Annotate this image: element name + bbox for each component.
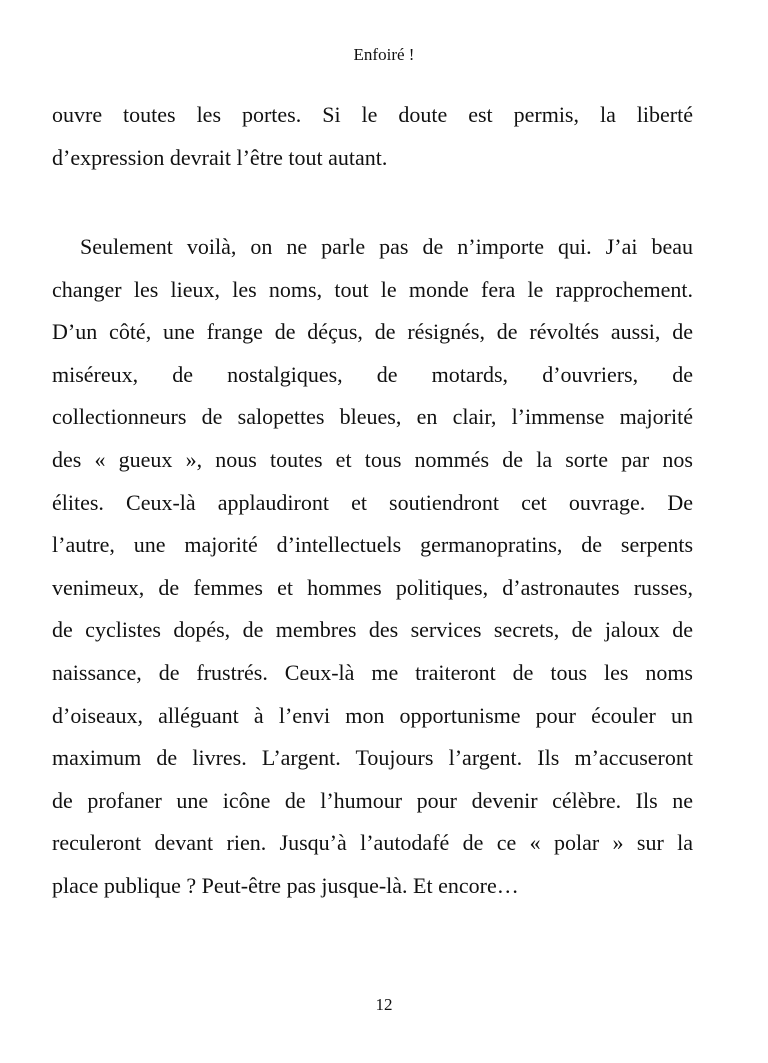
text-line: naissance, de frustrés. Ceux-là me traiteront de tous les noms: [52, 659, 693, 685]
text-line: ouvre toutes les portes. Si le doute est permis, la liberté: [52, 102, 693, 127]
text-line: reculeront devant rien. Jusqu’à l’autodafé de ce « polar » sur la: [52, 830, 693, 856]
text-line: de profaner une icône de l’humour pour devenir célèbre. Ils ne: [52, 787, 693, 813]
text-line: d’expression devrait l’être tout autant.: [52, 144, 388, 170]
running-header: Enfoiré !: [353, 45, 415, 64]
text-line: miséreux, de nostalgiques, de motards, d’ouvriers, de: [52, 361, 693, 387]
text-line: de cyclistes dopés, de membres des services secrets, de jaloux de: [52, 617, 693, 643]
text-line: place publique ? Peut-être pas jusque-là. Et encore…: [52, 872, 519, 898]
text-line: l’autre, une majorité d’intellectuels germanopratins, de serpents: [52, 532, 693, 558]
text-line: élites. Ceux-là applaudiront et soutiendront cet ouvrage. De: [52, 489, 693, 515]
text-line: venimeux, de femmes et hommes politiques, d’astronautes russes,: [52, 574, 693, 600]
text-line: maximum de livres. L’argent. Toujours l’argent. Ils m’accuseront: [52, 745, 693, 771]
text-line: collectionneurs de salopettes bleues, en clair, l’immense majorité: [52, 404, 693, 430]
text-line: d’oiseaux, alléguant à l’envi mon opportunisme pour écouler un: [52, 702, 693, 728]
text-line: D’un côté, une frange de déçus, de résignés, de révoltés aussi, de: [52, 319, 693, 345]
paragraph-1: [52, 94, 693, 179]
text-line: des « gueux », nous toutes et tous nommés de la sorte par nos: [52, 446, 693, 472]
text-line: Seulement voilà, on ne parle pas de n’importe qui. J’ai beau: [80, 234, 693, 259]
paragraph-2: [52, 226, 693, 908]
page-number: 12: [375, 995, 393, 1014]
text-line: changer les lieux, les noms, tout le monde fera le rapprochement.: [52, 276, 693, 302]
